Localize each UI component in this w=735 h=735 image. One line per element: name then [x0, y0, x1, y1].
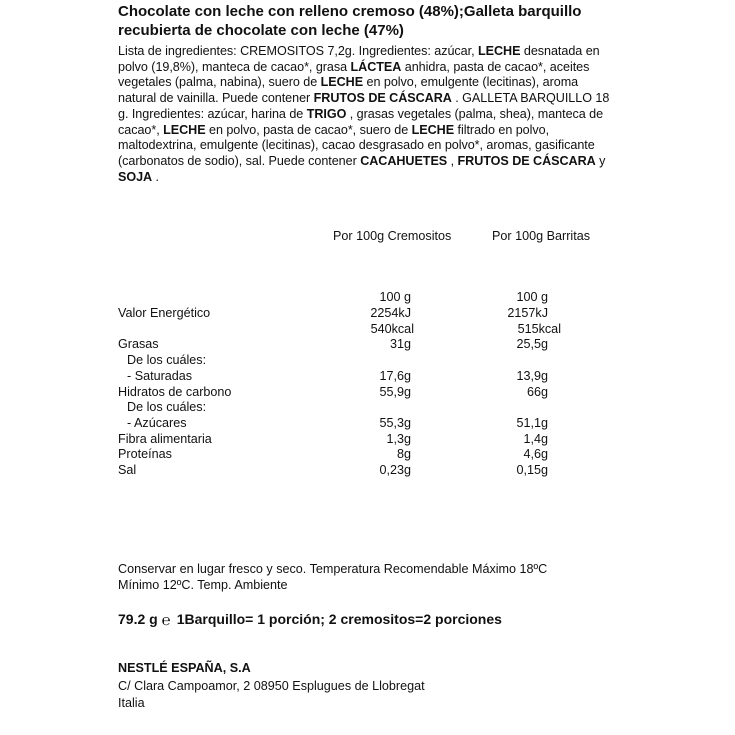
nutrient-label: Fibra alimentaria [118, 431, 212, 446]
col-header-barritas: Por 100g Barritas [492, 229, 591, 243]
value-barritas: 515kcal [517, 321, 561, 336]
value-cremositos: 1,3g [386, 431, 411, 446]
nutrition-row [0, 415, 735, 431]
value-barritas: 51,1g [516, 415, 548, 430]
nutrition-row [0, 305, 735, 321]
nutrient-label: Proteínas [118, 447, 172, 462]
value-barritas: 1,4g [523, 431, 548, 446]
ingredient-text: y [595, 153, 606, 168]
product-title: Chocolate con leche con relleno cremoso (48%);Galleta barquillo recubierta de chocolate con leche (47%) [118, 3, 582, 39]
nutrient-label: Sal [118, 463, 137, 477]
estimated-sign-icon: ℮ [161, 612, 171, 629]
value-cremositos: 8g [396, 447, 411, 462]
nutrition-row [0, 336, 735, 352]
nutrient-label: - Azúcares [127, 415, 187, 430]
ingredients-list [118, 44, 618, 185]
nutrition-row [0, 352, 735, 368]
allergen-text: LECHE [163, 122, 206, 137]
net-weight: 79.2 g [118, 611, 158, 627]
value-cremositos: 0,23g [379, 463, 411, 477]
portion-info: 1Barquillo= 1 porción; 2 cremositos=2 porciones [176, 611, 502, 627]
ingredient-text: en polvo, pasta de cacao*, suero de [205, 122, 412, 137]
value-barritas: 4,6g [523, 447, 548, 462]
nutrient-label: De los cuáles: [127, 353, 207, 368]
basis-barritas: 100 g [516, 290, 548, 304]
allergen-text: LECHE [477, 44, 521, 58]
nutrient-label: Valor Energético [118, 306, 211, 320]
value-cremositos: 540kcal [370, 321, 414, 336]
nutrition-row [0, 446, 735, 462]
ingredient-text: . GALLETA BARQUILLO 18 g. Ingredientes: azúcar, harina de [118, 91, 610, 121]
nutrient-label: De los cuáles: [127, 400, 207, 415]
ingredient-text: en polvo, emulgente (lecitinas), aroma natural de vainilla. Puede contener [118, 75, 579, 106]
storage-instructions: Conservar en lugar fresco y seco. Temperatura Recomendable Máximo 18ºC Mínimo 12ºC. Temp. Ambiente [118, 562, 548, 592]
portion-line [118, 611, 502, 629]
nutrient-label: - Saturadas [127, 368, 193, 383]
value-cremositos: 31g [389, 337, 411, 352]
ingredient-text: Lista de ingredientes: CREMOSITOS 7,2g. Ingredientes: azúcar, [118, 44, 478, 58]
allergen-text: FRUTOS DE CÁSCARA [313, 91, 452, 106]
value-cremositos: 55,9g [379, 384, 411, 399]
value-cremositos: 17,6g [379, 368, 411, 383]
ingredient-text: anhidra, pasta de cacao*, aceites vegetales (palma, nabina), suero de [118, 59, 590, 90]
nutrition-row [0, 399, 735, 415]
value-cremositos: 55,3g [379, 415, 411, 430]
value-barritas: 66g [526, 384, 548, 399]
allergen-text: LECHE [411, 122, 455, 137]
nutrition-row [0, 321, 735, 337]
ingredient-text: desnatada en polvo (19,8%), manteca de cacao*, grasa [118, 44, 600, 74]
ingredient-text: . [152, 169, 160, 184]
col-header-cremositos: Por 100g Cremositos [333, 229, 452, 243]
allergen-text: LECHE [320, 75, 364, 90]
nutrition-basis-row [0, 289, 735, 305]
nutrient-label: Hidratos de carbono [118, 384, 232, 399]
value-barritas: 13,9g [516, 368, 548, 383]
company-address: C/ Clara Campoamor, 2 08950 Esplugues de Llobregat [118, 679, 425, 693]
nutrition-row [0, 462, 735, 478]
allergen-text: FRUTOS DE CÁSCARA [457, 153, 596, 168]
allergen-text: CACAHUETES [360, 153, 448, 168]
ingredient-text: , [447, 153, 458, 168]
nutrition-row [0, 431, 735, 447]
allergen-text: TRIGO [306, 106, 347, 121]
basis-cremositos: 100 g [379, 290, 411, 304]
company-country: Italia [118, 696, 145, 710]
value-barritas: 2157kJ [507, 306, 548, 320]
allergen-text: LÁCTEA [350, 59, 402, 74]
value-cremositos: 2254kJ [370, 306, 411, 320]
ingredient-text: filtrado en polvo, maltodextrina, emulgente (lecitinas), cacao desgrasado en polvo*, aromas, gasificante (carbonatos de sodio), sal. Puede contener [118, 122, 595, 168]
nutrition-row [0, 384, 735, 400]
allergen-text: SOJA [118, 169, 153, 184]
nutrition-row [0, 368, 735, 384]
ingredient-text: , grasas vegetales (palma, shea), manteca de cacao*, [118, 106, 604, 137]
nutrient-label: Grasas [118, 337, 159, 352]
value-barritas: 25,5g [516, 337, 548, 352]
company-name: NESTLÉ ESPAÑA, S.A [118, 661, 251, 675]
value-barritas: 0,15g [516, 463, 548, 477]
